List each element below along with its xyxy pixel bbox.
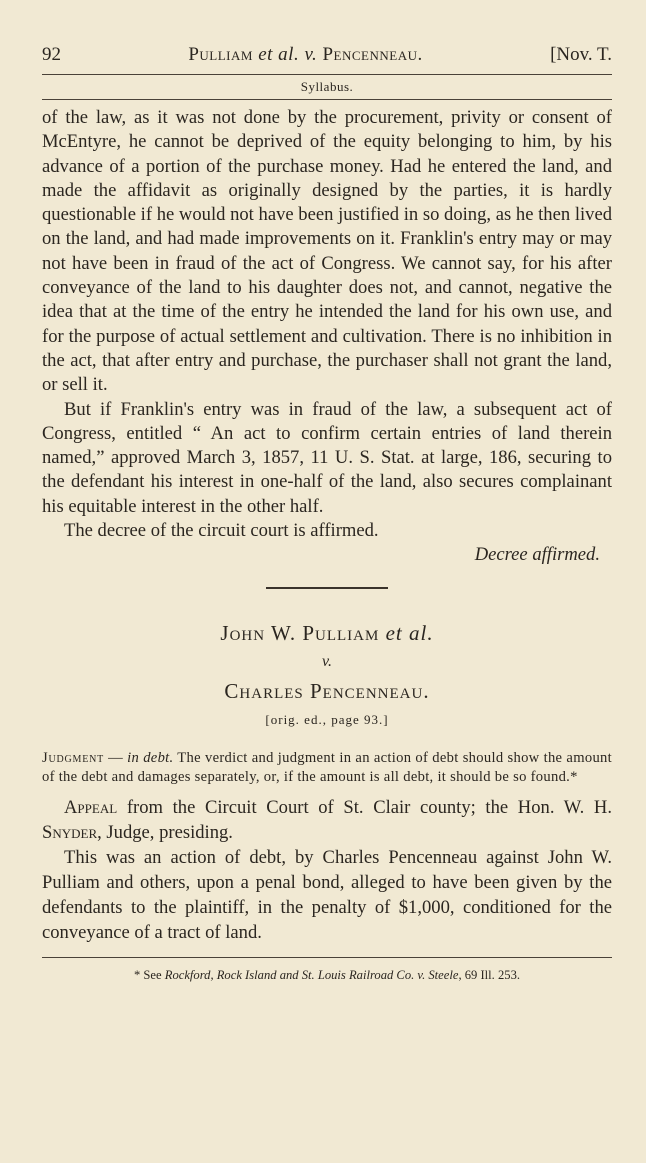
running-title-defendant: Pencenneau. [322, 44, 423, 65]
appeal-judge: Snyder [42, 822, 98, 844]
headnote-topic: in debt. [127, 750, 174, 767]
footnote-citation: Rockford, Rock Island and St. Louis Railroad Co. v. Steele [164, 968, 459, 983]
facts-paragraph: This was an action of debt, by Charles Pencenneau against John W. Pulliam and others, upon a penal bond, alleged to have been given by the defendants to the plaintiff, in the penalty of $1,000, conditioned for the conveyance of a tract of land. [42, 847, 612, 944]
opinion-paragraph-1: of the law, as it was not done by the procurement, privity or consent of McEntyre, he cannot be deprived of the equity belonging to him, by his advance of a portion of the purchase money. Had he entered the land, and made the affidavit as originally designed by the parties, it is hardly questionable if he would not have been justified in so doing, as he then lived on the land, and had made improvements on it. Franklin's entry may or may not have been in fraud of the act of Congress. We cannot say, for his after conveyance of the land to his daughter does not, and cannot, negative the idea that at the time of the entry he intended the land for his own use, and for the purpose of actual settlement and cultivation. There is no inhibition in the act, that after entry and purchase, the purchaser shall not grant the land, or sell it. [42, 107, 612, 396]
headnote-text: The verdict and judgment in an action of debt should show the amount of the debt and damages separately, or, if the amount is all debt, it should be so found.* [42, 750, 612, 786]
opinion-text [42, 106, 612, 543]
running-head [42, 44, 612, 68]
case-plaintiff-line [42, 619, 612, 647]
header-rule [42, 74, 612, 75]
section-label: Syllabus. [300, 79, 354, 94]
footnote-rule [42, 957, 612, 958]
running-title-etal: et al. [258, 44, 300, 65]
appeal-text-1: from the Circuit Court of St. Clair county; the Hon. W. H. [117, 797, 612, 819]
running-title-plaintiff: Pulliam [188, 44, 253, 65]
running-title-v: v. [304, 44, 318, 65]
case-orig-ed: [orig. ed., page 93.] [265, 712, 389, 728]
case-plaintiff-etal: et al. [385, 621, 434, 646]
footnote-suffix: , 69 Ill. 253. [458, 968, 521, 983]
running-term: [Nov. T. [550, 44, 612, 65]
headnote [42, 749, 612, 787]
opinion-paragraph-3: The decree of the circuit court is affirmed. [64, 520, 379, 542]
headnote-label: Judgment [42, 750, 105, 767]
section-rule [42, 99, 612, 100]
running-title [188, 44, 422, 66]
appeal-paragraph [42, 795, 612, 845]
footnote-prefix: * See [133, 968, 165, 983]
case-defendant: Charles Pencenneau. [224, 679, 430, 704]
case-statement [42, 795, 612, 945]
case-versus: v. [322, 653, 332, 671]
footnote [42, 968, 612, 983]
headnote-dash: — [104, 750, 128, 767]
appeal-text-2: , Judge, presiding. [97, 822, 233, 844]
opinion-paragraph-2: But if Franklin's entry was in fraud of the law, a subsequent act of Congress, entitled “ An act to confirm certain entries of land therein named,” approved March 3, 1857, 11 U. S. Stat. at large, 186, securing to the defendant his interest in one-half of the land, also secures complainant his equitable interest in the other half. [42, 398, 612, 517]
case-plaintiff: John W. Pulliam [220, 621, 380, 646]
appeal-lead: Appeal [64, 797, 118, 819]
page-number: 92 [42, 44, 61, 65]
case-caption [42, 619, 612, 731]
case-divider [266, 587, 388, 589]
decree-affirmed: Decree affirmed. [474, 544, 600, 566]
